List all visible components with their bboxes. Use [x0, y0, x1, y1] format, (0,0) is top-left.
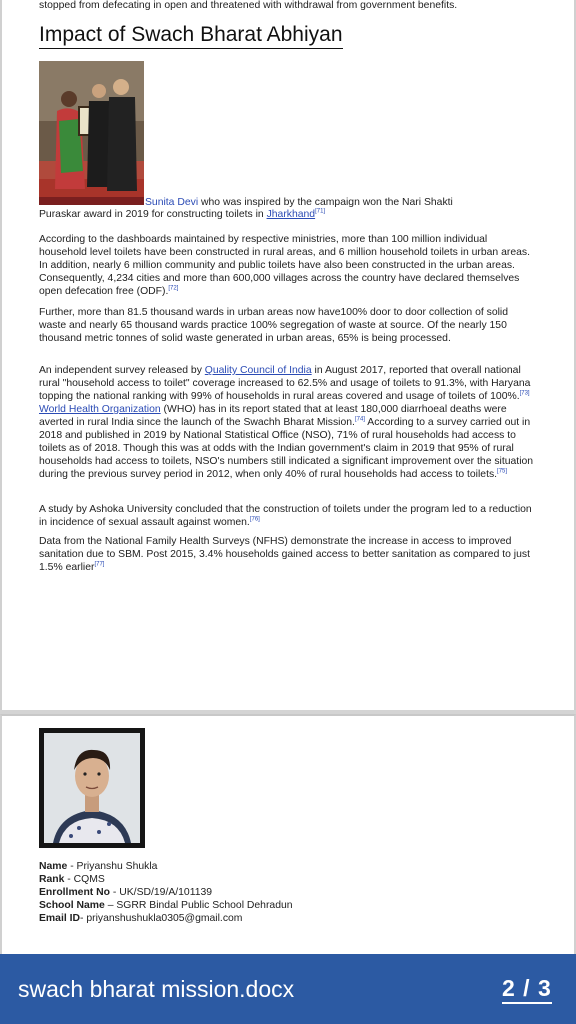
document-title: swach bharat mission.docx [18, 976, 295, 1002]
previous-text-line: stopped from defecating in open and threatened with withdrawal from government benefits. [39, 0, 458, 11]
page-indicator[interactable]: 2 / 3 [502, 974, 552, 1004]
paragraph-ashoka [39, 503, 534, 529]
paragraph-dashboards-text: According to the dashboards maintained by respective ministries, more than 100 million individual household level toilets have been constructed in rural areas, and 6 million household toilets in urban areas. In addition, nearly 6 million community and public toilets have also been constructed in the urban areas. Consequently, 4,234 cities and more than 600,000 villages across the country have declared themselves open defecation free (ODF). [39, 234, 530, 297]
who-link[interactable]: World Health Organization [39, 404, 161, 415]
qci-link[interactable]: Quality Council of India [204, 365, 312, 376]
school-label: School Name [39, 900, 105, 911]
jharkhand-link[interactable]: Jharkhand [266, 208, 316, 220]
sunita-devi-link[interactable]: Sunita Devi [145, 197, 199, 208]
ref-76[interactable]: [76] [249, 516, 260, 523]
survey-text-1: An independent survey released by [39, 365, 205, 376]
paragraph-nfhs-text: Data from the National Family Health Surveys (NFHS) demonstrate the increase in access to improved sanitation due to SBM. Post 2015, 3.4% households gained access to better sanitation as compared to just 1.5% earlier [39, 536, 530, 573]
paragraph-survey [39, 364, 534, 481]
name-label: Name [39, 861, 68, 872]
rank-value: - CQMS [64, 874, 105, 885]
name-value: - Priyanshu Shukla [67, 861, 158, 872]
enrollment-row [39, 886, 293, 899]
paragraph-waste: Further, more than 81.5 thousand wards in urban areas now have100% door to door collection of solid waste and nearly 65 thousand wards practice 100% segregation of waste at source. Of the nearly 150 thousand metric tonnes of solid waste generated in urban areas, 65% is being processed. [39, 307, 509, 344]
section-heading: Impact of Swach Bharat Abhiyan [39, 22, 343, 49]
survey-text-3: (WHO) has in its report stated that at least 180,000 diarrhoeal deaths were averted in rural India since the launch of the Swachh Bharat Mission. [39, 404, 507, 428]
ref-74[interactable]: [74] [354, 416, 365, 423]
student-details [39, 860, 293, 925]
caption-text-2: Puraskar award in 2019 for constructing toilets in [39, 208, 267, 220]
school-row [39, 899, 293, 912]
ref-73[interactable]: [73] [519, 390, 530, 397]
photo-caption [39, 197, 539, 220]
enrollment-value: - UK/SD/19/A/101139 [110, 887, 213, 898]
email-value: - priyanshushukla0305@gmail.com [80, 913, 243, 924]
ref-75[interactable]: [75] [497, 468, 508, 475]
paragraph-nfhs [39, 535, 534, 574]
rank-row [39, 873, 293, 886]
ref-71[interactable]: [71] [315, 208, 326, 215]
student-photo [39, 728, 145, 848]
paragraph-ashoka-text: A study by Ashoka University concluded that the construction of toilets under the program led to a reduction in incidence of sexual assault against women. [39, 504, 532, 528]
school-value: – SGRR Bindal Public School Dehradun [104, 900, 293, 911]
paragraph-dashboards [39, 233, 534, 298]
ref-77[interactable]: [77] [94, 561, 105, 568]
ref-72[interactable]: [72] [168, 285, 179, 292]
caption-text-1: who was inspired by the campaign won the Nari Shakti [198, 197, 453, 208]
award-photo [39, 61, 144, 205]
rank-label: Rank [39, 874, 65, 885]
survey-text-2: in August 2017, reported that overall national rural "household access to toilet" coverage increased to 62.5% and usage of toilets to 91.3%, with Haryana topping the national ranking with 99% of households in rural areas covered and usage of toilets of 100%. [39, 365, 531, 402]
email-label: Email ID [39, 913, 80, 924]
name-row [39, 860, 293, 873]
email-row [39, 912, 293, 925]
enrollment-label: Enrollment No [39, 887, 111, 898]
survey-text-4: According to a survey carried out in 2018 and published in 2019 by National Statistical Office (NSO), 71% of rural households had access to toilets as of 2018. Though this was at odds with the Indian government's claim in 2019 that 95% of rural households had access to toilets, NSO's numbers still indicated a significant improvement over the situation during the previous survey period in 2012, when only 40% of rural households had access to toilets. [39, 417, 534, 480]
